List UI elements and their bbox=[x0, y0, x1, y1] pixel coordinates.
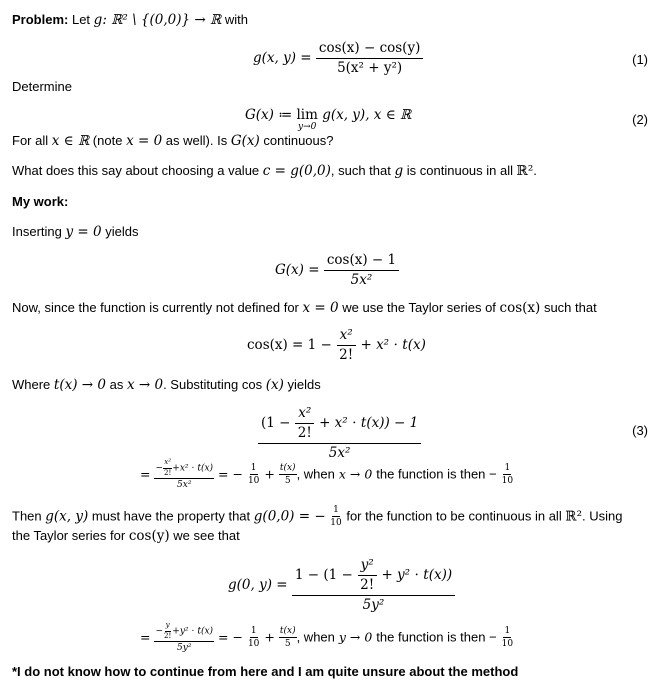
eq3-num-a: (1 − bbox=[261, 414, 291, 431]
taylor-equation bbox=[247, 327, 426, 364]
eq3-inner-fraction bbox=[295, 405, 315, 442]
problem-heading: Problem: bbox=[12, 12, 69, 27]
eq3-num-b: + x² ⋅ t(x)) − 1 bbox=[319, 414, 419, 431]
then2-b: we see that bbox=[173, 528, 240, 543]
then-b: must have the property that bbox=[91, 508, 251, 524]
g0-numerator bbox=[292, 557, 455, 596]
function-declaration: g: ℝ² \ {(0,0)} → ℝ bbox=[93, 12, 222, 28]
choose-m2: g bbox=[394, 163, 404, 179]
line3-frac2 bbox=[247, 463, 260, 487]
where-m3: (x) bbox=[265, 377, 284, 393]
g0-num-b: + y² ⋅ t(x)) bbox=[381, 566, 453, 583]
problem-with: with bbox=[224, 12, 248, 27]
insert-m: y = 0 bbox=[65, 224, 102, 240]
eq1-numerator: cos(x) − cos(y) bbox=[316, 40, 423, 59]
line3-frac3-den: 5 bbox=[284, 476, 291, 487]
line4-inner-num: y bbox=[165, 622, 171, 632]
line3-m: x → 0 bbox=[338, 466, 373, 482]
determine-text: Determine bbox=[12, 79, 72, 94]
line4-frac1-inner bbox=[163, 622, 172, 640]
line3-frac4 bbox=[501, 463, 514, 487]
line4-frac1 bbox=[154, 622, 214, 654]
g0-fraction bbox=[292, 557, 455, 614]
line4-frac3-num: t(x) bbox=[279, 626, 297, 638]
line4-text: , when bbox=[296, 629, 335, 645]
eq1-denominator: 5(x² + y²) bbox=[337, 59, 403, 76]
where-a: Where bbox=[12, 377, 51, 392]
where-m: t(x) → 0 bbox=[53, 377, 106, 393]
g0-equation bbox=[228, 557, 455, 614]
line4-frac1-num-a: − bbox=[155, 626, 164, 637]
line4-inner-den: 2! bbox=[164, 631, 172, 640]
line3-eq: = bbox=[140, 466, 151, 482]
eq2-rest: g(x, y), x ∈ ℝ bbox=[322, 107, 412, 123]
line3-mid: = − bbox=[218, 466, 243, 482]
g0-continuation bbox=[140, 622, 514, 654]
line3-frac1-inner bbox=[163, 459, 172, 477]
line4-frac2 bbox=[247, 626, 260, 650]
problem-statement bbox=[12, 12, 248, 28]
line3-text: , when bbox=[296, 466, 335, 482]
line4-frac2-den: 10 bbox=[247, 639, 260, 650]
g-fraction bbox=[324, 252, 399, 289]
where-b: as bbox=[109, 377, 124, 392]
g0-inner-fraction bbox=[357, 557, 377, 594]
eq2-lim-subscript: y→0 bbox=[298, 122, 317, 132]
then-frac-den: 10 bbox=[330, 518, 342, 529]
for-all-line bbox=[12, 133, 334, 149]
g0-num-a: 1 − (1 − bbox=[294, 566, 353, 583]
for-all-d: continuous? bbox=[263, 133, 334, 148]
equation-3 bbox=[258, 405, 421, 462]
for-all-m2: x = 0 bbox=[126, 133, 163, 149]
now-b: we use the Taylor series of bbox=[342, 300, 496, 315]
equation-number-2: (2) bbox=[632, 112, 648, 127]
then-line bbox=[12, 505, 622, 529]
line3-plus: + bbox=[264, 466, 275, 482]
line3-inner-num: x² bbox=[163, 459, 172, 469]
where-m2: x → 0 bbox=[126, 377, 164, 393]
choose-m: c = g(0,0) bbox=[262, 163, 331, 179]
now-c: such that bbox=[543, 300, 597, 315]
line4-frac3-den: 5 bbox=[284, 639, 291, 650]
line3-frac2-den: 10 bbox=[247, 476, 260, 487]
line4-frac4 bbox=[501, 626, 514, 650]
line3-frac1-num-b: +x² ⋅ t(x) bbox=[172, 463, 214, 474]
line4-text2: the function is then − bbox=[376, 629, 497, 645]
line3-frac1-num bbox=[154, 459, 214, 479]
line4-m: y → 0 bbox=[338, 629, 373, 645]
taylor-fraction bbox=[336, 327, 356, 364]
g0-inner-num: y² bbox=[358, 557, 377, 576]
for-all-a: For all bbox=[12, 133, 49, 148]
eq3-fraction bbox=[258, 405, 421, 462]
taylor-numerator: x² bbox=[337, 327, 356, 346]
line3-frac1 bbox=[154, 459, 214, 491]
insert-a: Inserting bbox=[12, 224, 62, 239]
work-heading-text: My work: bbox=[12, 194, 69, 209]
then-m: g(x, y) bbox=[45, 508, 89, 525]
footer-note bbox=[12, 664, 518, 679]
for-all-b: (note bbox=[92, 133, 123, 148]
line4-mid: = − bbox=[218, 629, 243, 645]
line3-frac3 bbox=[279, 463, 297, 487]
choose-b: , such that bbox=[330, 163, 391, 178]
for-all-m3: G(x) bbox=[230, 133, 260, 149]
line4-plus: + bbox=[264, 629, 275, 645]
g-numerator: cos(x) − 1 bbox=[324, 252, 399, 271]
equation-1 bbox=[253, 40, 423, 77]
then-m3: ℝ² bbox=[565, 508, 582, 525]
taylor-lhs: cos(x) = 1 − bbox=[247, 336, 332, 353]
eq3-numerator bbox=[258, 405, 421, 444]
now-m: x = 0 bbox=[302, 300, 339, 316]
line3-frac1-den: 5x² bbox=[177, 480, 192, 491]
line4-frac2-num: 1 bbox=[250, 626, 258, 638]
then-a: Then bbox=[12, 508, 42, 524]
eq3-denominator: 5x² bbox=[328, 444, 351, 461]
equation-number-3: (3) bbox=[632, 423, 648, 438]
line3-frac2-num: 1 bbox=[250, 463, 258, 475]
where-d: yields bbox=[287, 377, 321, 392]
choose-a: What does this say about choosing a value bbox=[12, 163, 260, 178]
eq2-lim-word: lim bbox=[296, 107, 318, 123]
line4-frac1-den: 5y² bbox=[177, 643, 192, 654]
equation-2 bbox=[245, 107, 411, 132]
line4-frac4-num: 1 bbox=[503, 626, 511, 638]
now-m2: cos(x) bbox=[499, 300, 541, 316]
then2-a: the Taylor series for bbox=[12, 528, 126, 543]
line3-inner-den: 2! bbox=[164, 468, 172, 477]
eq3-inner-num: x² bbox=[295, 405, 314, 424]
eq3-inner-den: 2! bbox=[297, 424, 312, 441]
for-all-m1: x ∈ ℝ bbox=[51, 133, 90, 149]
taylor-denominator: 2! bbox=[339, 346, 354, 363]
now-a: Now, since the function is currently not defined for bbox=[12, 300, 299, 315]
line4-frac3 bbox=[279, 626, 297, 650]
problem-intro: Let bbox=[71, 12, 91, 27]
line4-frac1-num-b: +y² ⋅ t(x) bbox=[172, 626, 214, 637]
eq1-fraction bbox=[316, 40, 423, 77]
then2-m: cos(y) bbox=[128, 528, 170, 544]
insert-line bbox=[12, 224, 139, 240]
eq2-lhs: G(x) ≔ bbox=[245, 107, 293, 123]
then-d: . Using bbox=[581, 508, 623, 524]
line4-frac4-den: 10 bbox=[501, 639, 514, 650]
line3-text2: the function is then − bbox=[376, 466, 497, 482]
g0-denominator: 5y² bbox=[362, 596, 385, 613]
eq2-limit bbox=[296, 107, 317, 132]
where-c: . Substituting cos bbox=[163, 377, 263, 392]
line3-frac4-num: 1 bbox=[503, 463, 511, 475]
line4-eq: = bbox=[140, 629, 151, 645]
insert-b: yields bbox=[105, 224, 139, 239]
then-frac-num: 1 bbox=[332, 505, 340, 517]
line4-frac1-num bbox=[154, 622, 214, 642]
taylor-rest: + x² ⋅ t(x) bbox=[360, 336, 426, 353]
then2-line bbox=[12, 528, 240, 544]
g-denominator: 5x² bbox=[350, 271, 373, 288]
now-line bbox=[12, 300, 597, 316]
then-fraction bbox=[329, 505, 342, 529]
then-m2: g(0,0) = − bbox=[253, 508, 326, 525]
g0-lhs: g(0, y) = bbox=[228, 576, 288, 593]
g-equation bbox=[275, 252, 399, 289]
eq3-continuation bbox=[140, 459, 514, 491]
for-all-c: as well). Is bbox=[165, 133, 228, 148]
line3-frac1-num-a: − bbox=[155, 463, 164, 474]
g0-inner-den: 2! bbox=[360, 576, 375, 593]
choose-d: . bbox=[533, 163, 537, 178]
g-lhs: G(x) = bbox=[275, 261, 320, 278]
choose-m3: ℝ² bbox=[516, 163, 534, 179]
then-c: for the function to be continuous in all bbox=[346, 508, 562, 524]
line3-frac4-den: 10 bbox=[501, 476, 514, 487]
where-line bbox=[12, 377, 321, 393]
choose-line bbox=[12, 163, 537, 179]
equation-number-1: (1) bbox=[632, 52, 648, 67]
work-heading bbox=[12, 194, 68, 209]
footer-text: *I do not know how to continue from here and I am quite unsure about the method bbox=[12, 664, 519, 679]
choose-c: is continuous in all bbox=[406, 163, 514, 178]
line3-frac3-num: t(x) bbox=[279, 463, 297, 475]
eq1-lhs: g(x, y) = bbox=[253, 49, 312, 66]
